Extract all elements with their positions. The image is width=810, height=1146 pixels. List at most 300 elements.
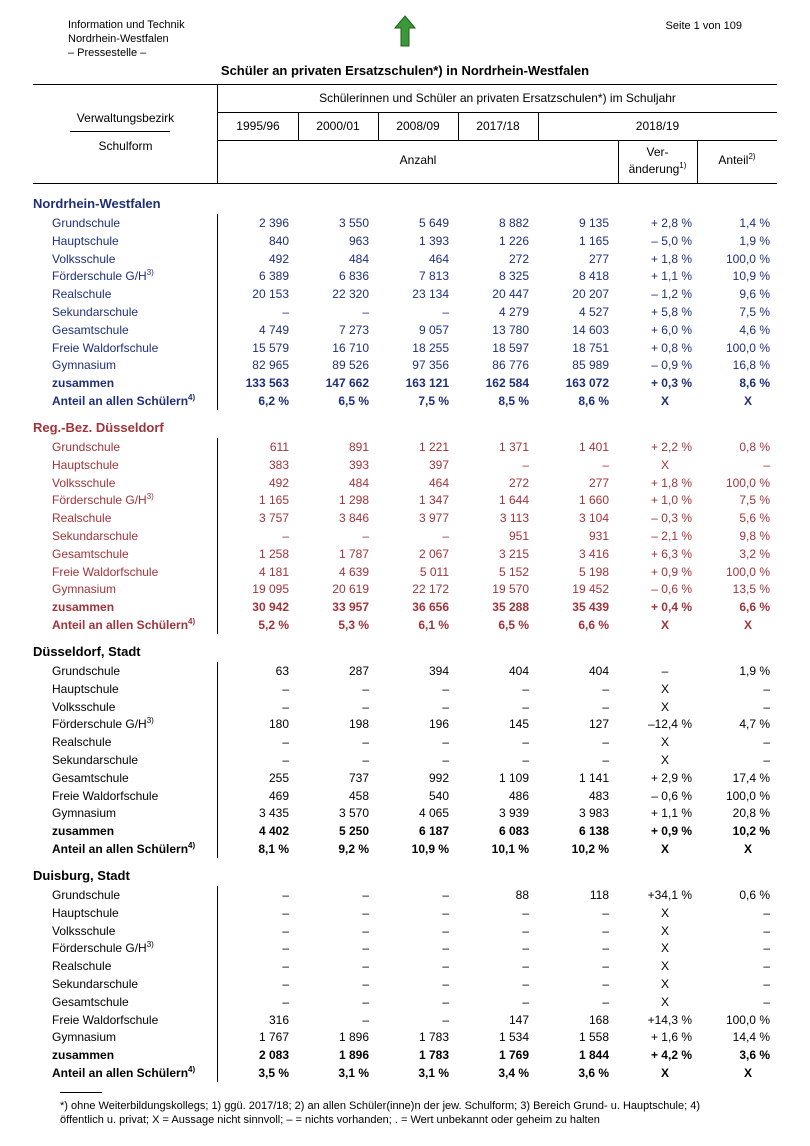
cell-value: 4 639 [338, 564, 369, 579]
cell-change: + 1,8 % [650, 475, 692, 490]
row-label [52, 664, 120, 678]
cell-value: 394 [428, 664, 449, 678]
cell-value: – [522, 923, 529, 938]
cell-value: 4 279 [498, 305, 529, 319]
table-row [0, 664, 810, 682]
cell-value: 393 [348, 457, 369, 472]
cell-value: 1 401 [578, 440, 609, 454]
cell-value: – [362, 941, 369, 956]
year-2: 2000/01 [316, 119, 360, 133]
cell-value: – [602, 959, 609, 974]
table-row [0, 376, 810, 394]
cell-value: – [522, 994, 529, 1009]
footnote-marker: 4) [188, 617, 196, 626]
cell-value: 891 [348, 440, 369, 454]
row-label-text: zusammen [52, 1048, 115, 1063]
span-header: Schülerinnen und Schüler an privaten Ersatzschulen*) im Schuljahr [319, 91, 676, 105]
cell-value: 9 057 [418, 322, 449, 337]
cell-change: + 1,1 % [650, 269, 692, 284]
row-label-text: Anteil an allen Schülern [52, 842, 189, 856]
cell-value: 10,9 % [411, 842, 449, 856]
footnote-marker: 4) [188, 841, 196, 850]
cell-share: – [763, 994, 770, 1009]
cell-value: 737 [348, 770, 369, 785]
cell-value: 16 710 [332, 340, 369, 355]
footnote-marker: 3) [146, 492, 154, 502]
page-title: Schüler an privaten Ersatzschulen*) in Nordrhein-Westfalen [220, 63, 590, 78]
cell-value: 484 [348, 475, 369, 490]
cell-value: 4 402 [258, 824, 289, 839]
table-row [0, 682, 810, 700]
row-label-text: Gesamtschule [52, 994, 129, 1009]
cell-value: 127 [588, 717, 609, 732]
cell-value: 3,6 % [578, 1066, 609, 1080]
cell-value: 85 989 [572, 358, 609, 373]
row-label-text: Gymnasium [52, 582, 117, 597]
row-label-text: Volksschule [52, 251, 116, 266]
cell-value: 88 [515, 888, 529, 902]
cell-value: 1 534 [498, 1030, 529, 1045]
cell-value: 180 [268, 717, 289, 732]
cell-value: – [362, 959, 369, 974]
table-row [0, 789, 810, 807]
cell-value: 7 813 [418, 269, 449, 284]
cell-share: 16,8 % [732, 358, 770, 373]
row-label [52, 216, 120, 230]
cell-value: 277 [588, 251, 609, 266]
table-row [0, 600, 810, 618]
cell-value: 30 942 [252, 600, 289, 615]
cell-value: 10,2 % [571, 842, 609, 856]
cell-value: 1 347 [418, 493, 449, 508]
cell-share: 8,6 % [739, 376, 770, 391]
cell-value: 8,1 % [258, 842, 289, 856]
cell-value: – [442, 305, 449, 319]
cell-value: 3 435 [258, 806, 289, 821]
cell-value: 7,5 % [418, 394, 449, 408]
table-row [0, 717, 810, 735]
footnote-rule [60, 1092, 102, 1093]
cell-value: – [362, 923, 369, 938]
row-label-text: Grundschule [52, 888, 121, 902]
row-label-text: zusammen [52, 376, 115, 391]
cell-value: – [282, 905, 289, 920]
cell-share: 1,4 % [739, 216, 770, 230]
cell-value: 1 558 [578, 1030, 609, 1045]
cell-value: 1 896 [338, 1030, 369, 1045]
row-label [52, 806, 116, 820]
row-label [52, 682, 119, 696]
cell-value: – [442, 959, 449, 974]
column-label-region: Verwaltungsbezirk [76, 111, 175, 125]
row-label [52, 824, 114, 838]
cell-value: 4 749 [258, 322, 289, 337]
cell-value: – [442, 941, 449, 956]
cell-change: X [660, 941, 669, 956]
footnote [60, 1099, 760, 1127]
cell-change: + 6,3 % [650, 546, 692, 561]
cell-value: – [522, 457, 529, 472]
table-row [0, 565, 810, 583]
row-label-text: Realschule [52, 959, 112, 974]
cell-value: 36 656 [412, 600, 449, 615]
cell-value: 1 258 [258, 546, 289, 561]
cell-value: 2 067 [418, 546, 449, 561]
row-label-text: Volksschule [52, 923, 116, 938]
cell-value: – [442, 905, 449, 920]
cell-share: – [763, 457, 770, 472]
cell-value: – [282, 699, 289, 714]
cell-change: +34,1 % [647, 888, 692, 902]
cell-value: 5 152 [498, 564, 529, 579]
cell-change: + 2,8 % [650, 216, 692, 230]
footnote-marker: 3) [146, 268, 154, 278]
cell-value: – [362, 735, 369, 750]
row-label-text: Freie Waldorfschule [52, 564, 159, 579]
cell-value: 22 172 [412, 582, 449, 597]
cell-value: 5 011 [419, 564, 449, 579]
cell-value: 6 836 [338, 269, 369, 284]
row-label-text: Hauptschule [52, 681, 119, 696]
table-row [0, 216, 810, 234]
row-label-text: Gymnasium [52, 358, 117, 373]
row-label [52, 287, 111, 301]
cell-value: 469 [268, 788, 289, 803]
table-row [0, 582, 810, 600]
cell-value: 33 957 [332, 600, 369, 615]
cell-value: 9 135 [578, 216, 609, 230]
row-label-text: Anteil an allen Schülern [52, 618, 189, 632]
cell-value: 6,5 % [498, 618, 529, 632]
cell-change: + 0,8 % [650, 340, 692, 355]
cell-value: 383 [268, 457, 289, 472]
cell-value: 404 [508, 664, 529, 678]
cell-value: – [362, 305, 369, 319]
cell-change: + 2,2 % [650, 440, 692, 454]
cell-share: – [763, 753, 770, 767]
row-label [52, 565, 158, 579]
rule-span-header [218, 112, 777, 113]
cell-value: – [282, 994, 289, 1009]
table-row [0, 806, 810, 824]
cell-value: – [602, 994, 609, 1009]
row-label-text: Anteil an allen Schülern [52, 394, 189, 408]
table-row [0, 305, 810, 323]
cell-change: X [660, 618, 669, 632]
cell-value: 6,5 % [338, 394, 369, 408]
cell-value: – [602, 681, 609, 696]
cell-value: 486 [508, 788, 529, 803]
cell-value: – [362, 699, 369, 714]
cell-share: 10,9 % [732, 269, 770, 284]
cell-share: 100,0 % [725, 788, 770, 803]
cell-value: 6,6 % [578, 618, 609, 632]
table-row [0, 358, 810, 376]
cell-share: – [763, 905, 770, 920]
cell-change: + 1,1 % [650, 806, 692, 821]
cell-value: 287 [348, 664, 369, 678]
cell-share: – [763, 977, 770, 991]
row-label [52, 1013, 158, 1027]
row-label [52, 458, 119, 472]
cell-change: + 2,9 % [650, 770, 692, 785]
cell-change: X [660, 959, 669, 974]
row-label-text: zusammen [52, 600, 115, 615]
cell-change: X [660, 842, 669, 856]
table-row [0, 394, 810, 412]
up-arrow-icon [394, 15, 416, 47]
cell-value: – [362, 905, 369, 920]
cell-value: – [362, 888, 369, 902]
row-label-text: Gesamtschule [52, 770, 129, 785]
cell-value: 5,3 % [338, 618, 369, 632]
row-label [52, 842, 195, 856]
cell-share: X [743, 618, 752, 632]
cell-value: 1 660 [578, 493, 609, 508]
cell-share: X [743, 1066, 752, 1080]
cell-share: 14,4 % [732, 1030, 770, 1045]
row-label [52, 906, 119, 920]
header-change-sup: 1) [679, 161, 687, 170]
row-label-text: Gesamtschule [52, 322, 129, 337]
row-label [52, 305, 138, 319]
footnote-line-2: öffentlich u. privat; X = Aussage nicht sinnvoll; – = nichts vorhanden; . = Wert unbekannt oder geheim zu halten [60, 1114, 600, 1126]
row-label [52, 995, 129, 1009]
row-label-text: Sekundarschule [52, 753, 139, 767]
cell-value: 1 298 [338, 493, 369, 508]
row-label [52, 269, 154, 283]
cell-value: – [522, 735, 529, 750]
cell-change: – 5,0 % [651, 233, 692, 248]
cell-value: 168 [588, 1012, 609, 1027]
cell-value: 22 320 [332, 287, 369, 302]
row-label [52, 700, 115, 714]
row-label [52, 493, 154, 507]
cell-value: – [282, 753, 289, 767]
row-label [52, 618, 195, 632]
row-label-text: zusammen [52, 824, 115, 839]
cell-change: + 1,8 % [650, 251, 692, 266]
table-row [0, 547, 810, 565]
cell-share: 7,5 % [739, 493, 770, 508]
cell-change: X [660, 681, 669, 696]
row-label [52, 511, 111, 525]
cell-value: 840 [268, 233, 289, 248]
publisher-line-1: Information und Technik [68, 19, 185, 31]
cell-change: + 0,4 % [650, 600, 692, 615]
row-label [52, 717, 154, 731]
cell-value: 13 780 [492, 322, 529, 337]
rule-col-label [70, 131, 170, 132]
cell-value: 20 447 [492, 287, 529, 302]
footnote-line-1: *) ohne Weiterbildungskollegs; 1) ggü. 2017/18; 2) an allen Schüler(inne)n der jew. Schulform; 3) Bereich Grund- u. Hauptschule; 4) [60, 1100, 700, 1112]
cell-value: 3,5 % [258, 1066, 289, 1080]
table-row [0, 1030, 810, 1048]
row-label [52, 394, 195, 408]
cell-change: + 0,3 % [650, 376, 692, 391]
table-row [0, 995, 810, 1013]
row-label-text: Förderschule G/H [52, 717, 147, 732]
cell-change: X [660, 394, 669, 408]
cell-value: – [282, 735, 289, 750]
cell-share: 17,4 % [732, 770, 770, 785]
cell-value: 8 882 [498, 216, 529, 230]
cell-value: 3 977 [418, 511, 449, 526]
cell-change: – 0,6 % [651, 582, 692, 597]
table-row [0, 269, 810, 287]
row-label [52, 789, 158, 803]
year-5: 2018/19 [635, 119, 680, 133]
cell-value: 3,4 % [498, 1066, 529, 1080]
cell-value: 89 526 [332, 358, 369, 373]
cell-value: – [522, 699, 529, 714]
row-label-text: Freie Waldorfschule [52, 1012, 159, 1027]
cell-value: – [282, 529, 289, 543]
cell-share: 100,0 % [725, 475, 770, 490]
header-change-line-2 [618, 161, 697, 178]
cell-share: – [763, 735, 770, 750]
cell-value: 20 153 [252, 287, 289, 302]
section-title: Düsseldorf, Stadt [33, 644, 141, 659]
table-row [0, 476, 810, 494]
publisher-line-2: Nordrhein-Westfalen [68, 33, 169, 45]
row-label-text: Grundschule [52, 664, 121, 678]
row-label-text: Förderschule G/H [52, 493, 147, 508]
cell-value: – [522, 681, 529, 696]
table-row [0, 842, 810, 860]
cell-value: 163 072 [565, 376, 609, 391]
cell-value: – [522, 959, 529, 974]
rule-header-bottom [33, 183, 777, 184]
cell-value: 3 550 [338, 216, 369, 230]
cell-value: – [442, 977, 449, 991]
cell-value: 458 [348, 788, 369, 803]
cell-value: – [442, 699, 449, 714]
row-label-text: Volksschule [52, 475, 116, 490]
cell-change: + 5,8 % [650, 305, 692, 319]
cell-value: 118 [589, 888, 609, 902]
row-label [52, 341, 158, 355]
cell-value: 6 138 [578, 824, 609, 839]
cell-change: – 0,6 % [651, 788, 692, 803]
cell-value: 163 121 [405, 376, 449, 391]
row-label [52, 1048, 114, 1062]
year-1: 1995/96 [236, 119, 280, 133]
row-label-text: Freie Waldorfschule [52, 340, 159, 355]
cell-value: 6 187 [418, 824, 449, 839]
table-row [0, 1066, 810, 1084]
cell-value: – [282, 305, 289, 319]
header-share-word: Anteil [718, 153, 749, 167]
cell-value: – [522, 753, 529, 767]
cell-value: 3 983 [578, 806, 609, 821]
cell-share: 7,5 % [739, 305, 770, 319]
row-label-text: Realschule [52, 735, 112, 750]
row-label-text: Sekundarschule [52, 529, 139, 543]
year-3: 2008/09 [396, 119, 440, 133]
table-row [0, 323, 810, 341]
cell-value: – [442, 735, 449, 750]
cell-share: 0,8 % [739, 440, 770, 454]
cell-value: 8,6 % [578, 394, 609, 408]
cell-value: 484 [348, 251, 369, 266]
row-label-text: Förderschule G/H [52, 941, 147, 956]
cell-share: 100,0 % [725, 1012, 770, 1027]
unit-count: Anzahl [399, 153, 437, 167]
cell-value: 133 563 [245, 376, 289, 391]
cell-value: 6 083 [498, 824, 529, 839]
cell-value: 992 [428, 770, 449, 785]
row-label [52, 252, 115, 266]
table-row [0, 941, 810, 959]
cell-change: +14,3 % [647, 1012, 692, 1027]
row-label [52, 1030, 116, 1044]
table-row [0, 824, 810, 842]
row-label [52, 735, 111, 749]
cell-change: X [660, 699, 669, 714]
cell-share: 100,0 % [725, 564, 770, 579]
cell-change: X [660, 994, 669, 1009]
row-label [52, 234, 119, 248]
footnote-marker: 4) [188, 393, 196, 402]
cell-value: 931 [588, 529, 609, 543]
cell-share: 4,7 % [739, 717, 770, 732]
table-row [0, 341, 810, 359]
cell-value: 272 [508, 475, 529, 490]
cell-value: 1 644 [498, 493, 529, 508]
cell-value: 86 776 [492, 358, 529, 373]
row-label [52, 547, 129, 561]
header-change-line-1: Ver- [646, 145, 669, 159]
cell-value: – [602, 735, 609, 750]
row-label [52, 476, 115, 490]
cell-value: 1 221 [418, 440, 449, 454]
cell-share: – [763, 959, 770, 974]
row-label-text: Volksschule [52, 699, 116, 714]
cell-value: 272 [508, 251, 529, 266]
cell-change: X [660, 457, 669, 472]
cell-value: 1 141 [578, 770, 609, 785]
table-row [0, 753, 810, 771]
row-label-text: Hauptschule [52, 457, 119, 472]
row-label [52, 323, 129, 337]
row-label-text: Freie Waldorfschule [52, 788, 159, 803]
cell-share: 0,6 % [739, 888, 770, 902]
cell-value: – [522, 905, 529, 920]
cell-value: 611 [269, 440, 289, 454]
cell-value: 963 [348, 233, 369, 248]
rule-top [33, 84, 777, 85]
cell-change: – 1,2 % [651, 287, 692, 302]
cell-change: – 2,1 % [651, 529, 692, 543]
table-row [0, 700, 810, 718]
cell-value: 18 255 [412, 340, 449, 355]
cell-value: – [602, 941, 609, 956]
cell-value: – [282, 888, 289, 902]
cell-change: – 0,3 % [651, 511, 692, 526]
cell-value: 97 356 [412, 358, 449, 373]
cell-change: + 0,9 % [650, 564, 692, 579]
cell-value: 19 570 [492, 582, 529, 597]
cell-value: 19 095 [252, 582, 289, 597]
cell-value: 18 751 [572, 340, 609, 355]
cell-value: 492 [268, 251, 289, 266]
cell-value: 540 [428, 788, 449, 803]
table-row [0, 287, 810, 305]
cell-value: 6,2 % [258, 394, 289, 408]
cell-value: 3 104 [578, 511, 609, 526]
cell-share: 100,0 % [725, 340, 770, 355]
